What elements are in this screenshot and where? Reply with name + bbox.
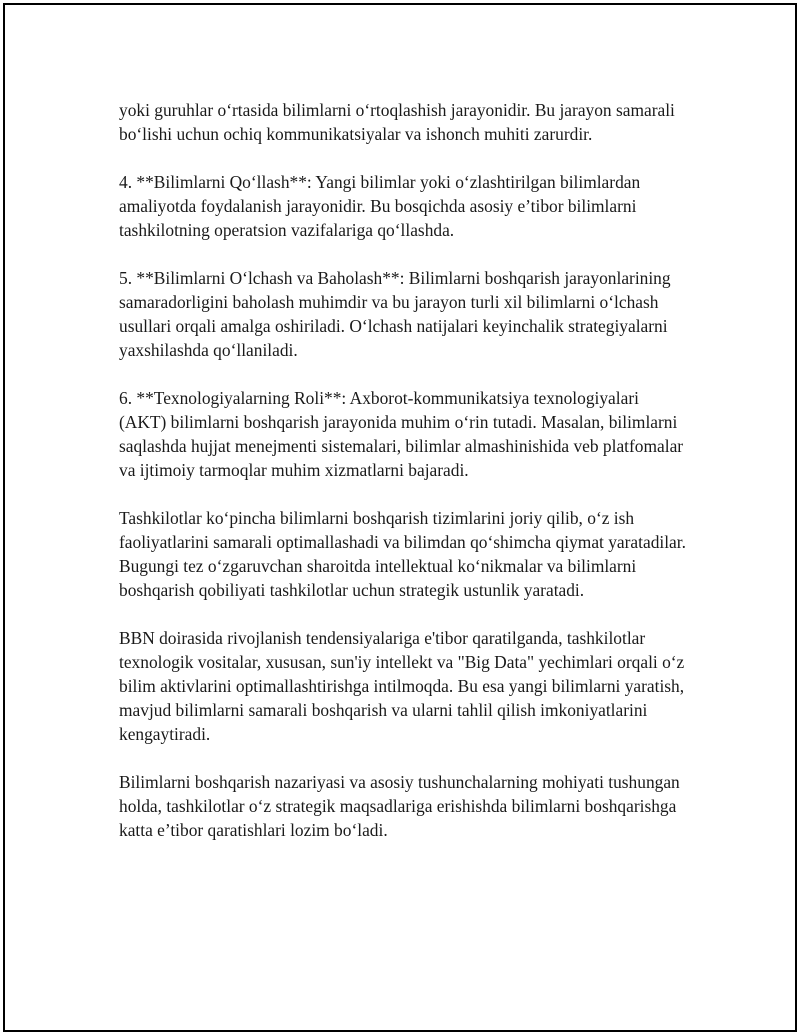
paragraph-6: BBN doirasida rivojlanish tendensiyalariga e'tibor qaratilganda, tashkilotlar texnologik vositalar, xususan, sun'iy intellekt va "Big Data" yechimlari orqali o‘z bilim aktivlarini optimallashtirishga intilmoqda. Bu esa yangi bilimlarni yaratish, mavjud bilimlarni samarali boshqarish va ularni tahlil qilish imkoniyatlarini kengaytiradi. (119, 628, 685, 744)
document-page (3, 3, 797, 1032)
paragraph-7: Bilimlarni boshqarish nazariyasi va asosiy tushunchalarning mohiyati tushungan holda, tashkilotlar o‘z strategik maqsadlariga erishishda bilimlarni boshqarishga katta e’tibor qaratishlari lozim bo‘ladi. (119, 772, 680, 840)
paragraph-3: 5. **Bilimlarni O‘lchash va Baholash**: Bilimlarni boshqarish jarayonlarining samaradorligini baholash muhimdir va bu jarayon turli xil bilimlarni o‘lchash usullari orqali amalga oshiriladi. O‘lchash natijalari keyinchalik strategiyalarni yaxshilashda qo‘llaniladi. (119, 268, 671, 360)
paragraph-1: yoki guruhlar o‘rtasida bilimlarni o‘rtoqlashish jarayonidir. Bu jarayon samarali bo‘lishi uchun ochiq kommunikatsiyalar va ishonch muhiti zarurdir. (119, 100, 675, 144)
paragraph-4: 6. **Texnologiyalarning Roli**: Axborot-kommunikatsiya texnologiyalari (AKT) bilimlarni boshqarish jarayonida muhim o‘rin tutadi. Masalan, bilimlarni saqlashda hujjat menejmenti sistemalari, bilimlar almashinishida veb platfomalar va ijtimoiy tarmoqlar muhim xizmatlarni bajaradi. (119, 388, 684, 480)
paragraph-5: Tashkilotlar ko‘pincha bilimlarni boshqarish tizimlarini joriy qilib, o‘z ish faoliyatlarini samarali optimallashadi va bilimdan qo‘shimcha qiymat yaratadilar. Bugungi tez o‘zgaruvchan sharoitda intellektual ko‘nikmalar va bilimlarni boshqarish qobiliyati tashkilotlar uchun strategik ustunlik yaratadi. (119, 508, 686, 600)
paragraph-2: 4. **Bilimlarni Qo‘llash**: Yangi bilimlar yoki o‘zlashtirilgan bilimlardan amaliyotda foydalanish jarayonidir. Bu bosqichda asosiy e’tibor bilimlarni tashkilotning operatsion vazifalariga qo‘llashda. (119, 172, 641, 240)
document-body (119, 98, 689, 866)
